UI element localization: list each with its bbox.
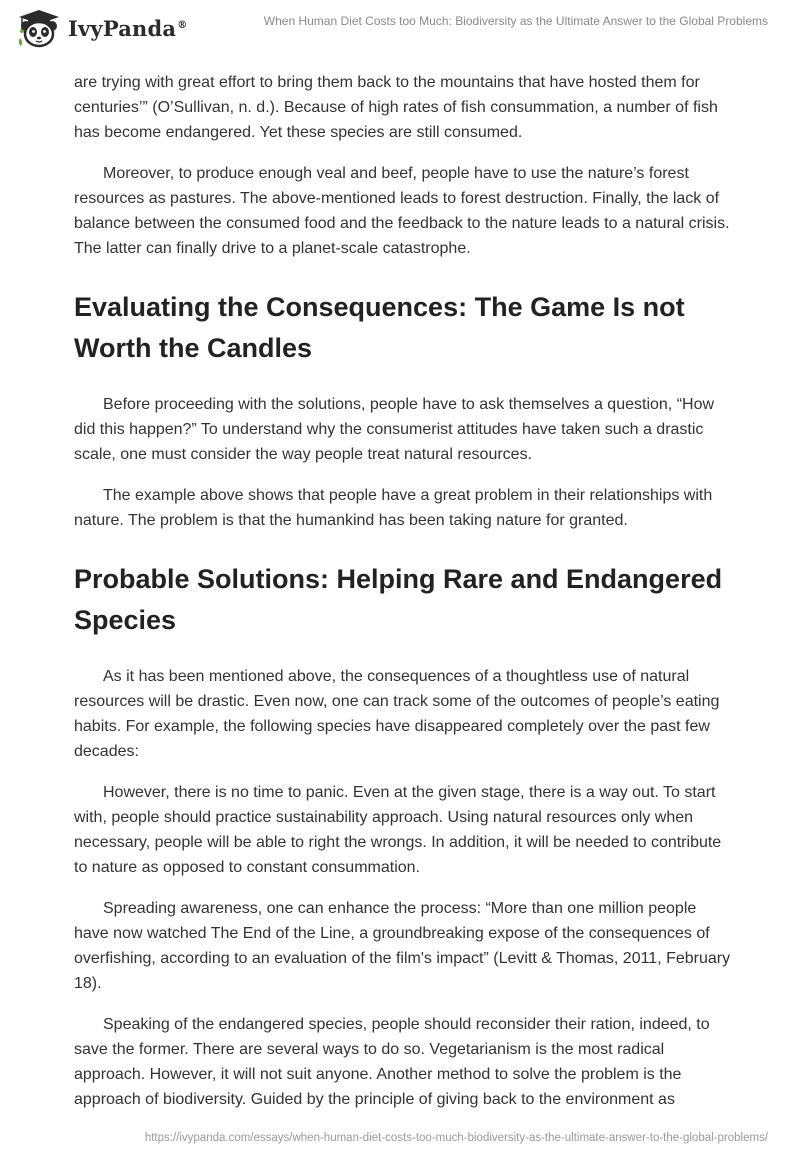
- section-heading: Probable Solutions: Helping Rare and Endangered Species: [74, 564, 723, 635]
- paragraph: Before proceeding with the solutions, people have to ask themselves a question, “How did this happen?” To understand why the consumerist attitudes have taken such a drastic scale, one must consider the way people treat natural resources.: [74, 396, 715, 463]
- essay-body: [74, 70, 734, 1128]
- brand-name: IvyPanda®: [68, 15, 188, 41]
- section-heading: Evaluating the Consequences: The Game Is not Worth the Candles: [74, 292, 685, 363]
- paragraph: Spreading awareness, one can enhance the process: “More than one million people have now watched The End of the Line, a groundbreaking expose of the consequences of overfishing, according to an evaluation of the film's impact” (Levitt & Thomas, 2011, February 18).: [74, 900, 731, 992]
- panda-graduate-icon: [16, 8, 62, 48]
- document-title: When Human Diet Costs too Much: Biodiversity as the Ultimate Answer to the Global Problems: [263, 14, 768, 28]
- page-header: [0, 0, 800, 60]
- paragraph: However, there is no time to panic. Even at the given stage, there is a way out. To start with, people should practice sustainability approach. Using natural resources only when necessary, people will be able to right the wrongs. In addition, it will be needed to contribute to nature as opposed to constant consummation.: [74, 784, 722, 876]
- registered-mark: ®: [177, 19, 188, 31]
- paragraph: As it has been mentioned above, the consequences of a thoughtless use of natural resources will be drastic. Even now, one can track some of the outcomes of people’s eating habits. For example, the following species have disappeared completely over the past few decades:: [74, 668, 720, 760]
- source-url[interactable]: https://ivypanda.com/essays/when-human-diet-costs-too-much-biodiversity-as-the-ultimate-answer-to-the-global-problems/: [144, 1132, 768, 1144]
- paragraph: Speaking of the endangered species, people should reconsider their ration, indeed, to save the former. There are several ways to do so. Vegetarianism is the most radical approach. However, it will not suit anyone. Another method to solve the problem is the approach of biodiversity. Guided by the principle of giving back to the environment as: [74, 1016, 710, 1108]
- paragraph: Moreover, to produce enough veal and beef, people have to use the nature’s forest resources as pastures. The above-mentioned leads to forest destruction. Finally, the lack of balance between the consumed food and the feedback to the nature leads to a natural crisis. The latter can finally drive to a planet-scale catastrophe.: [74, 165, 730, 257]
- brand-logo[interactable]: [16, 8, 187, 48]
- paragraph: are trying with great effort to bring them back to the mountains that have hosted them for centuries’” (O’Sullivan, n. d.). Because of high rates of fish consummation, a number of fish has become endangered. Yet these species are still consumed.: [74, 74, 718, 141]
- paragraph: The example above shows that people have a great problem in their relationships with nature. The problem is that the humankind has been taking nature for granted.: [74, 487, 713, 529]
